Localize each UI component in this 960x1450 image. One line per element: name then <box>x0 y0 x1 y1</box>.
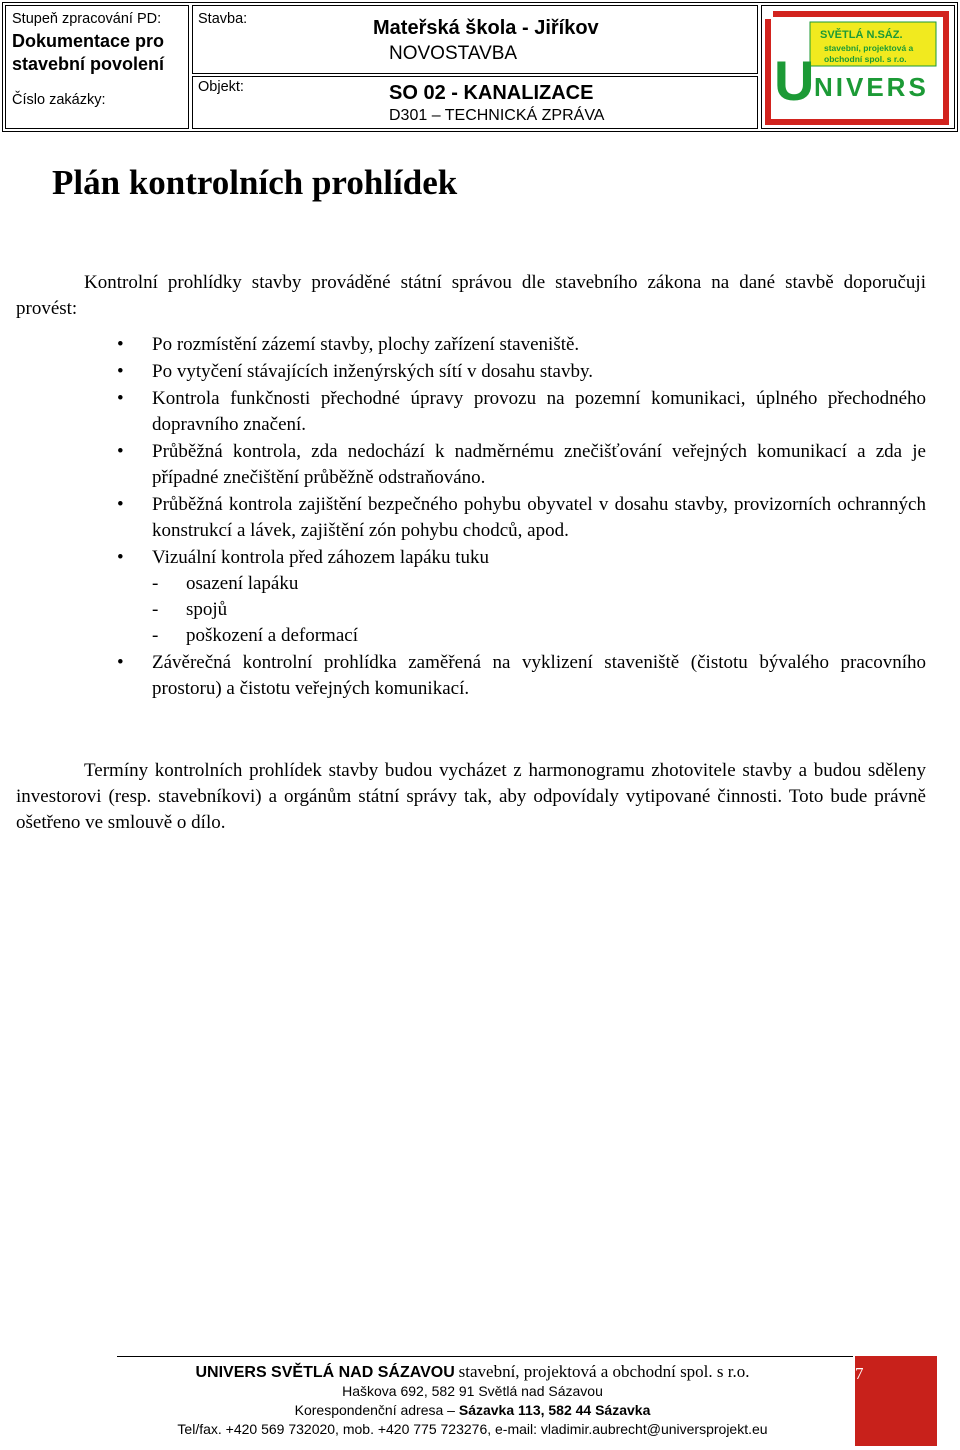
list-item <box>16 439 926 491</box>
sub-item-text: spojů <box>186 599 228 620</box>
footer-corr-label: Korespondenční adresa – <box>294 1402 455 1418</box>
logo-line2: stavební, projektová a <box>824 43 914 53</box>
building-label: Stavba: <box>198 11 248 27</box>
list-item <box>16 386 926 438</box>
title-block <box>2 2 958 132</box>
footer-company <box>100 1362 845 1382</box>
list-item <box>16 545 926 649</box>
list-item-text: Vizuální kontrola před záhozem lapáku tuku <box>152 547 490 568</box>
footer-company-type: stavební, projektová a obchodní spol. s r.o. <box>458 1362 750 1381</box>
building-sub: NOVOSTAVBA <box>389 43 518 64</box>
list-item <box>16 492 926 544</box>
stage-value-1: Dokumentace pro <box>12 31 165 51</box>
page-title: Plán kontrolních prohlídek <box>52 163 458 202</box>
bullet-icon: • <box>117 361 124 382</box>
sub-item-text: poškození a deformací <box>186 625 358 646</box>
list-item-text: Závěrečná kontrolní prohlídka zaměřená na vyklizení staveniště (čistotu bývalého pracovního prostoru) a čistotu veřejných komunikací. <box>152 652 926 699</box>
list-item-text: Kontrola funkčnosti přechodné úpravy provozu na pozemní komunikaci, úplného přechodného dopravního značení. <box>152 388 926 435</box>
stage-value-2: stavební povolení <box>12 54 165 74</box>
footer-address: Haškova 692, 582 91 Světlá nad Sázavou <box>342 1383 603 1399</box>
list-item <box>16 332 926 358</box>
logo-cell <box>761 5 955 129</box>
logo-line3: obchodní spol. s r.o. <box>824 54 907 64</box>
logo-line1: SVĚTLÁ N.SÁZ. <box>820 29 903 41</box>
building-cell <box>192 5 758 74</box>
bullet-icon: • <box>117 388 124 409</box>
bullet-icon: • <box>117 652 124 673</box>
inspection-list <box>16 332 926 703</box>
list-item <box>16 650 926 702</box>
intro-paragraph: Kontrolní prohlídky stavby prováděné státní správou dle stavebního zákona na dané stavbě doporučuji provést: <box>16 272 926 319</box>
dash-icon: - <box>152 599 159 620</box>
sub-item-text: osazení lapáku <box>186 573 299 594</box>
list-item-text: Průběžná kontrola zajištění bezpečného pohybu obyvatel v dosahu stavby, provizorních ochranných konstrukcí a lávek, zajištění zón pohybu chodců, apod. <box>152 494 926 541</box>
footer <box>100 1362 845 1439</box>
object-name: SO 02 - KANALIZACE <box>389 82 594 104</box>
object-sub: D301 – TECHNICKÁ ZPRÁVA <box>389 107 605 124</box>
logo-word: NIVERS <box>814 72 929 102</box>
object-cell <box>192 76 758 129</box>
stage-label: Stupeň zpracování PD: <box>12 11 162 27</box>
sub-item <box>152 623 926 649</box>
list-item-text: Průběžná kontrola, zda nedochází k nadměrnému znečišťování veřejných komunikací a zda je případné znečištění průběžně odstraňováno. <box>152 441 926 488</box>
sub-item <box>152 571 926 597</box>
list-item-text: Po vytyčení stávajících inženýrských sítí v dosahu stavby. <box>152 361 593 382</box>
footer-divider <box>117 1356 853 1357</box>
order-label: Číslo zakázky: <box>12 92 106 108</box>
logo-big-u: U <box>774 49 815 112</box>
bullet-icon: • <box>117 441 124 462</box>
object-label: Objekt: <box>198 79 244 95</box>
bullet-icon: • <box>117 494 124 515</box>
dash-icon: - <box>152 625 159 646</box>
univers-logo <box>762 6 954 128</box>
building-name: Mateřská škola - Jiříkov <box>373 17 599 39</box>
footer-company-name: UNIVERS SVĚTLÁ NAD SÁZAVOU <box>195 1364 455 1381</box>
page-number-box <box>855 1356 937 1446</box>
footer-corr-value: Sázavka 113, 582 44 Sázavka <box>458 1402 651 1418</box>
stage-cell <box>5 5 189 129</box>
sub-item <box>152 597 926 623</box>
closing-paragraph: Termíny kontrolních prohlídek stavby budou vycházet z harmonogramu zhotovitele stavby a budou sděleny investorovi (resp. stavebníkovi) a orgánům státní správy tak, aby odpovídaly vytipované činnosti. Toto bude právně ošetřeno ve smlouvě o dílo. <box>16 760 926 833</box>
bullet-icon: • <box>117 547 124 568</box>
page-number: 7 <box>855 1364 864 1383</box>
footer-correspondence <box>100 1401 845 1420</box>
list-item <box>16 359 926 385</box>
list-item-text: Po rozmístění zázemí stavby, plochy zařízení staveniště. <box>152 334 580 355</box>
dash-icon: - <box>152 573 159 594</box>
footer-contact: Tel/fax. +420 569 732020, mob. +420 775 723276, e-mail: vladimir.aubrecht@universprojekt.eu <box>177 1421 768 1437</box>
bullet-icon: • <box>117 334 124 355</box>
